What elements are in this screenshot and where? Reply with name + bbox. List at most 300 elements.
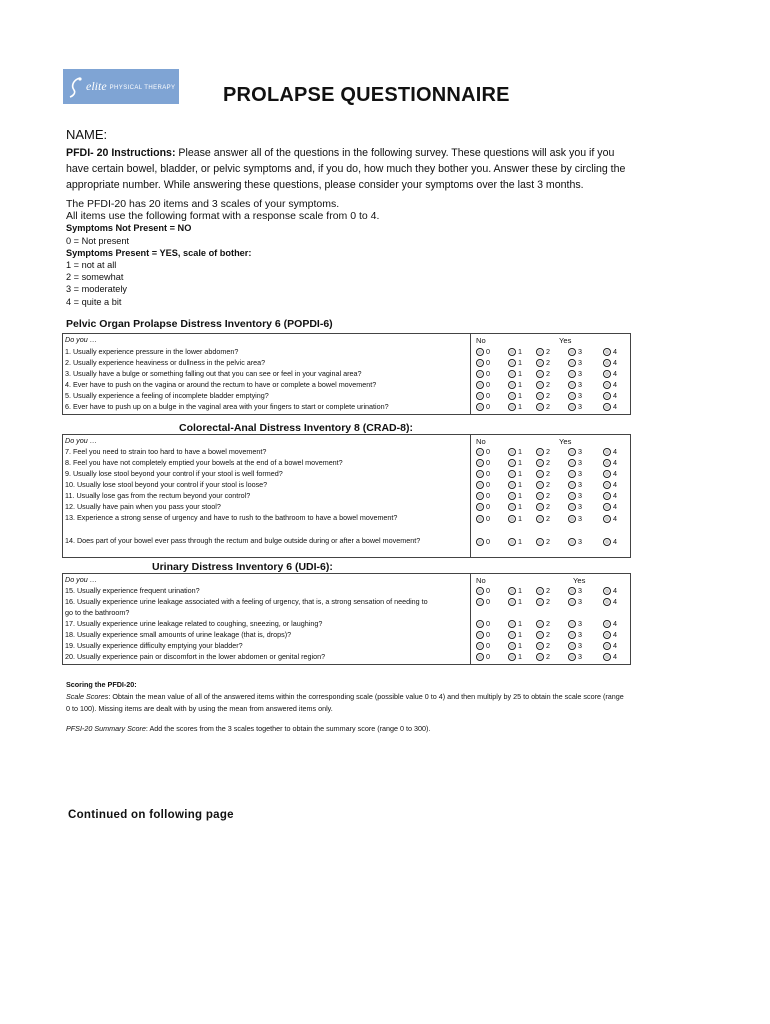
radio-circle-icon[interactable] xyxy=(476,392,484,400)
radio-circle-icon[interactable] xyxy=(568,492,576,500)
answer-q16-option-4[interactable] xyxy=(603,597,633,607)
answer-q6-option-4[interactable] xyxy=(603,402,633,412)
answer-q3-option-4[interactable] xyxy=(603,369,633,379)
answer-q8-option-4[interactable] xyxy=(603,458,633,468)
radio-circle-icon[interactable] xyxy=(536,653,544,661)
option-label: 4 xyxy=(613,491,617,500)
answer-q3-option-2[interactable] xyxy=(536,369,566,379)
do-you-label: Do you … xyxy=(65,575,97,584)
answer-q13-option-0[interactable] xyxy=(476,514,506,524)
section-title-crad: Colorectal-Anal Distress Inventory 8 (CRAD-8): xyxy=(179,422,413,434)
radio-circle-icon[interactable] xyxy=(476,359,484,367)
answer-q11-option-4[interactable] xyxy=(603,491,633,501)
radio-circle-icon[interactable] xyxy=(476,448,484,456)
radio-circle-icon[interactable] xyxy=(568,598,576,606)
answer-options-q18 xyxy=(63,630,632,640)
radio-circle-icon[interactable] xyxy=(568,481,576,489)
answer-q5-option-0[interactable] xyxy=(476,391,506,401)
answer-q20-option-3[interactable] xyxy=(568,652,598,662)
level-3: 3 = moderately xyxy=(66,284,128,295)
option-label: 3 xyxy=(578,391,582,400)
radio-circle-icon[interactable] xyxy=(603,470,611,478)
radio-circle-icon[interactable] xyxy=(476,370,484,378)
option-label: 1 xyxy=(518,537,522,546)
radio-circle-icon[interactable] xyxy=(568,503,576,511)
option-label: 0 xyxy=(486,391,490,400)
answer-q7-option-0[interactable] xyxy=(476,447,506,457)
radio-circle-icon[interactable] xyxy=(568,653,576,661)
radio-circle-icon[interactable] xyxy=(476,515,484,523)
radio-circle-icon[interactable] xyxy=(476,459,484,467)
question-7: 7. Feel you need to strain too hard to have a bowel movement? xyxy=(65,447,267,456)
answer-q5-option-4[interactable] xyxy=(603,391,633,401)
option-label: 0 xyxy=(486,369,490,378)
answer-q4-option-2[interactable] xyxy=(536,380,566,390)
radio-circle-icon[interactable] xyxy=(508,448,516,456)
answer-q9-option-0[interactable] xyxy=(476,469,506,479)
answer-q18-option-4[interactable] xyxy=(603,630,633,640)
radio-circle-icon[interactable] xyxy=(508,620,516,628)
option-label: 2 xyxy=(546,391,550,400)
radio-circle-icon[interactable] xyxy=(476,381,484,389)
radio-circle-icon[interactable] xyxy=(508,492,516,500)
radio-circle-icon[interactable] xyxy=(476,492,484,500)
option-label: 4 xyxy=(613,402,617,411)
col-yes: Yes xyxy=(573,576,586,585)
answer-q12-option-4[interactable] xyxy=(603,502,633,512)
answer-q16-option-3[interactable] xyxy=(568,597,598,607)
answer-q1-option-1[interactable] xyxy=(508,347,538,357)
name-label: NAME: xyxy=(66,127,108,142)
answer-q15-option-3[interactable] xyxy=(568,586,598,596)
answer-q19-option-4[interactable] xyxy=(603,641,633,651)
radio-circle-icon[interactable] xyxy=(476,620,484,628)
radio-circle-icon[interactable] xyxy=(568,392,576,400)
answer-q2-option-4[interactable] xyxy=(603,358,633,368)
answer-q14-option-1[interactable] xyxy=(508,537,538,547)
option-label: 4 xyxy=(613,597,617,606)
option-label: 0 xyxy=(486,619,490,628)
radio-circle-icon[interactable] xyxy=(568,370,576,378)
answer-q19-option-1[interactable] xyxy=(508,641,538,651)
answer-q13-option-2[interactable] xyxy=(536,514,566,524)
radio-circle-icon[interactable] xyxy=(536,370,544,378)
scale-scores-text: : Obtain the mean value of all of the answered items within the corresponding scale (possible value 0 to 4) and then multiply by 25 to obtain the scale score (range 0 to 100). Missing items are dealt with by using the mean from answered items only. xyxy=(66,692,624,714)
answer-q13-option-3[interactable] xyxy=(568,514,598,524)
question-11: 11. Usually lose gas from the rectum beyond your control? xyxy=(65,491,251,500)
radio-circle-icon[interactable] xyxy=(603,348,611,356)
answer-q20-option-0[interactable] xyxy=(476,652,506,662)
option-label: 0 xyxy=(486,502,490,511)
present-heading: Symptoms Present = YES, scale of bother: xyxy=(66,247,252,258)
radio-circle-icon[interactable] xyxy=(603,503,611,511)
answer-q2-option-0[interactable] xyxy=(476,358,506,368)
radio-circle-icon[interactable] xyxy=(603,587,611,595)
answer-q11-option-0[interactable] xyxy=(476,491,506,501)
radio-circle-icon[interactable] xyxy=(603,403,611,411)
answer-q12-option-3[interactable] xyxy=(568,502,598,512)
scoring-heading: Scoring the PFDI-20: xyxy=(66,680,137,689)
answer-q15-option-4[interactable] xyxy=(603,586,633,596)
option-label: 4 xyxy=(613,641,617,650)
option-label: 4 xyxy=(613,652,617,661)
radio-circle-icon[interactable] xyxy=(536,348,544,356)
answer-q16-option-0[interactable] xyxy=(476,597,506,607)
radio-circle-icon[interactable] xyxy=(603,515,611,523)
not-present-heading: Symptoms Not Present = NO xyxy=(66,223,192,234)
radio-circle-icon[interactable] xyxy=(568,642,576,650)
option-label: 1 xyxy=(518,402,522,411)
answer-q5-option-2[interactable] xyxy=(536,391,566,401)
radio-circle-icon[interactable] xyxy=(476,481,484,489)
do-you-label: Do you … xyxy=(65,335,97,344)
instructions xyxy=(66,145,636,193)
answer-q3-option-3[interactable] xyxy=(568,369,598,379)
answer-q8-option-2[interactable] xyxy=(536,458,566,468)
radio-circle-icon[interactable] xyxy=(603,448,611,456)
answer-q2-option-3[interactable] xyxy=(568,358,598,368)
radio-circle-icon[interactable] xyxy=(536,631,544,639)
answer-q14-option-3[interactable] xyxy=(568,537,598,547)
radio-circle-icon[interactable] xyxy=(603,492,611,500)
answer-q10-option-1[interactable] xyxy=(508,480,538,490)
option-label: 0 xyxy=(486,469,490,478)
option-label: 2 xyxy=(546,586,550,595)
radio-circle-icon[interactable] xyxy=(536,459,544,467)
option-label: 2 xyxy=(546,641,550,650)
radio-circle-icon[interactable] xyxy=(508,481,516,489)
radio-circle-icon[interactable] xyxy=(508,348,516,356)
answer-q6-option-1[interactable] xyxy=(508,402,538,412)
answer-q17-option-4[interactable] xyxy=(603,619,633,629)
col-no: No xyxy=(476,437,486,446)
option-label: 2 xyxy=(546,369,550,378)
answer-options-q20 xyxy=(63,652,632,662)
col-no: No xyxy=(476,336,486,345)
option-label: 1 xyxy=(518,641,522,650)
answer-q1-option-4[interactable] xyxy=(603,347,633,357)
option-label: 1 xyxy=(518,469,522,478)
radio-circle-icon[interactable] xyxy=(568,448,576,456)
radio-circle-icon[interactable] xyxy=(536,381,544,389)
question-10: 10. Usually lose stool beyond your control if your stool is loose? xyxy=(65,480,268,489)
answer-q9-option-4[interactable] xyxy=(603,469,633,479)
radio-circle-icon[interactable] xyxy=(476,642,484,650)
radio-circle-icon[interactable] xyxy=(476,587,484,595)
radio-circle-icon[interactable] xyxy=(536,492,544,500)
radio-circle-icon[interactable] xyxy=(536,538,544,546)
option-label: 1 xyxy=(518,458,522,467)
answer-q5-option-1[interactable] xyxy=(508,391,538,401)
option-label: 4 xyxy=(613,391,617,400)
radio-circle-icon[interactable] xyxy=(476,598,484,606)
radio-circle-icon[interactable] xyxy=(508,459,516,467)
logo xyxy=(63,69,179,104)
option-label: 0 xyxy=(486,402,490,411)
question-17: 17. Usually experience urine leakage related to coughing, sneezing, or laughing? xyxy=(65,619,323,628)
radio-circle-icon[interactable] xyxy=(568,348,576,356)
option-label: 3 xyxy=(578,537,582,546)
answer-q17-option-1[interactable] xyxy=(508,619,538,629)
radio-circle-icon[interactable] xyxy=(508,470,516,478)
answer-q2-option-1[interactable] xyxy=(508,358,538,368)
radio-circle-icon[interactable] xyxy=(568,359,576,367)
radio-circle-icon[interactable] xyxy=(603,481,611,489)
radio-circle-icon[interactable] xyxy=(568,515,576,523)
answer-q6-option-0[interactable] xyxy=(476,402,506,412)
option-label: 2 xyxy=(546,652,550,661)
radio-circle-icon[interactable] xyxy=(476,538,484,546)
answer-q12-option-2[interactable] xyxy=(536,502,566,512)
answer-q8-option-1[interactable] xyxy=(508,458,538,468)
answer-q4-option-4[interactable] xyxy=(603,380,633,390)
answer-q8-option-0[interactable] xyxy=(476,458,506,468)
do-you-label: Do you … xyxy=(65,436,97,445)
answer-q7-option-4[interactable] xyxy=(603,447,633,457)
radio-circle-icon[interactable] xyxy=(568,470,576,478)
radio-circle-icon[interactable] xyxy=(508,598,516,606)
answer-q11-option-3[interactable] xyxy=(568,491,598,501)
answer-q1-option-0[interactable] xyxy=(476,347,506,357)
summary-score-label: PFSI-20 Summary Score xyxy=(66,724,146,733)
instructions-text: Please answer all of the questions in the following survey. These questions will ask you if you have certain bowel, bladder, or pelvic symptoms and, if you do, how much they bother you. Answer these by circling the appropriate number. While answering these questions, please consider your symptoms over the last 3 months. xyxy=(66,147,626,191)
option-label: 2 xyxy=(546,514,550,523)
answer-q4-option-1[interactable] xyxy=(508,380,538,390)
answer-q11-option-1[interactable] xyxy=(508,491,538,501)
scoring-section xyxy=(66,679,626,716)
question-16: 16. Usually experience urine leakage associated with a feeling of urgency, that is, a strong sensation of needing to go to the bathroom? xyxy=(65,597,428,617)
summary-score xyxy=(66,724,430,733)
summary-score-text: : Add the scores from the 3 scales together to obtain the summary score (range 0 to 300). xyxy=(145,724,431,733)
option-label: 2 xyxy=(546,380,550,389)
radio-circle-icon[interactable] xyxy=(536,470,544,478)
answer-q13-option-1[interactable] xyxy=(508,514,538,524)
radio-circle-icon[interactable] xyxy=(508,515,516,523)
answer-q15-option-1[interactable] xyxy=(508,586,538,596)
radio-circle-icon[interactable] xyxy=(536,598,544,606)
option-label: 1 xyxy=(518,652,522,661)
radio-circle-icon[interactable] xyxy=(508,538,516,546)
option-label: 1 xyxy=(518,347,522,356)
question-13: 13. Experience a strong sense of urgency and have to rush to the bathroom to have a bowel movement? xyxy=(65,513,398,522)
answer-q14-option-0[interactable] xyxy=(476,537,506,547)
option-label: 3 xyxy=(578,597,582,606)
answer-q19-option-3[interactable] xyxy=(568,641,598,651)
answer-q16-option-1[interactable] xyxy=(508,597,538,607)
radio-circle-icon[interactable] xyxy=(568,631,576,639)
answer-q18-option-0[interactable] xyxy=(476,630,506,640)
option-label: 1 xyxy=(518,491,522,500)
answer-q9-option-2[interactable] xyxy=(536,469,566,479)
radio-circle-icon[interactable] xyxy=(603,381,611,389)
answer-q15-option-0[interactable] xyxy=(476,586,506,596)
radio-circle-icon[interactable] xyxy=(508,631,516,639)
radio-circle-icon[interactable] xyxy=(508,653,516,661)
radio-circle-icon[interactable] xyxy=(603,538,611,546)
answer-q10-option-3[interactable] xyxy=(568,480,598,490)
scale-info-line2: All items use the following format with a response scale from 0 to 4. xyxy=(66,210,380,223)
radio-circle-icon[interactable] xyxy=(476,631,484,639)
radio-circle-icon[interactable] xyxy=(568,403,576,411)
answer-q18-option-1[interactable] xyxy=(508,630,538,640)
radio-circle-icon[interactable] xyxy=(536,620,544,628)
answer-q7-option-3[interactable] xyxy=(568,447,598,457)
radio-circle-icon[interactable] xyxy=(536,392,544,400)
radio-circle-icon[interactable] xyxy=(603,370,611,378)
answer-q17-option-0[interactable] xyxy=(476,619,506,629)
option-label: 4 xyxy=(613,480,617,489)
answer-q1-option-2[interactable] xyxy=(536,347,566,357)
answer-q4-option-3[interactable] xyxy=(568,380,598,390)
answer-q10-option-4[interactable] xyxy=(603,480,633,490)
question-12: 12. Usually have pain when you pass your stool? xyxy=(65,502,221,511)
option-label: 1 xyxy=(518,480,522,489)
option-label: 1 xyxy=(518,391,522,400)
radio-circle-icon[interactable] xyxy=(603,598,611,606)
answer-q7-option-1[interactable] xyxy=(508,447,538,457)
answer-options-q19 xyxy=(63,641,632,651)
option-label: 3 xyxy=(578,380,582,389)
option-label: 2 xyxy=(546,491,550,500)
option-label: 4 xyxy=(613,447,617,456)
option-label: 0 xyxy=(486,586,490,595)
answer-options-q8 xyxy=(63,458,632,468)
answer-options-q7 xyxy=(63,447,632,457)
radio-circle-icon[interactable] xyxy=(508,503,516,511)
answer-q2-option-2[interactable] xyxy=(536,358,566,368)
answer-q18-option-2[interactable] xyxy=(536,630,566,640)
option-label: 1 xyxy=(518,380,522,389)
radio-circle-icon[interactable] xyxy=(603,642,611,650)
radio-circle-icon[interactable] xyxy=(603,392,611,400)
answer-q3-option-0[interactable] xyxy=(476,369,506,379)
answer-q20-option-4[interactable] xyxy=(603,652,633,662)
option-label: 1 xyxy=(518,597,522,606)
continued-note: Continued on following page xyxy=(68,809,234,821)
answer-q4-option-0[interactable] xyxy=(476,380,506,390)
answer-options-q14 xyxy=(63,537,632,547)
question-4: 4. Ever have to push on the vagina or around the rectum to have or complete a bowel movement? xyxy=(65,380,377,389)
questions-table-udi xyxy=(62,573,631,665)
option-label: 1 xyxy=(518,369,522,378)
answer-q16-option-2[interactable] xyxy=(536,597,566,607)
radio-circle-icon[interactable] xyxy=(476,503,484,511)
answer-q20-option-2[interactable] xyxy=(536,652,566,662)
radio-circle-icon[interactable] xyxy=(508,359,516,367)
radio-circle-icon[interactable] xyxy=(568,587,576,595)
answer-q19-option-2[interactable] xyxy=(536,641,566,651)
question-9: 9. Usually lose stool beyond your control if your stool is well formed? xyxy=(65,469,283,478)
section-title-udi: Urinary Distress Inventory 6 (UDI-6): xyxy=(152,561,333,573)
option-label: 3 xyxy=(578,447,582,456)
radio-circle-icon[interactable] xyxy=(476,470,484,478)
radio-circle-icon[interactable] xyxy=(508,403,516,411)
page-title: PROLAPSE QUESTIONNAIRE xyxy=(223,84,510,106)
answer-q20-option-1[interactable] xyxy=(508,652,538,662)
radio-circle-icon[interactable] xyxy=(568,381,576,389)
answer-q10-option-2[interactable] xyxy=(536,480,566,490)
answer-options-q16 xyxy=(63,597,632,607)
radio-circle-icon[interactable] xyxy=(536,503,544,511)
answer-q9-option-3[interactable] xyxy=(568,469,598,479)
answer-q14-option-4[interactable] xyxy=(603,537,633,547)
option-label: 1 xyxy=(518,586,522,595)
questions-table-popdi xyxy=(62,333,631,415)
option-label: 2 xyxy=(546,347,550,356)
answer-q7-option-2[interactable] xyxy=(536,447,566,457)
radio-circle-icon[interactable] xyxy=(508,392,516,400)
radio-circle-icon[interactable] xyxy=(536,481,544,489)
radio-circle-icon[interactable] xyxy=(476,653,484,661)
answer-q9-option-1[interactable] xyxy=(508,469,538,479)
answer-options-q15 xyxy=(63,586,632,596)
answer-options-q9 xyxy=(63,469,632,479)
radio-circle-icon[interactable] xyxy=(536,359,544,367)
answer-q10-option-0[interactable] xyxy=(476,480,506,490)
radio-circle-icon[interactable] xyxy=(568,620,576,628)
answer-options-q11 xyxy=(63,491,632,501)
radio-circle-icon[interactable] xyxy=(536,515,544,523)
answer-q5-option-3[interactable] xyxy=(568,391,598,401)
answer-q17-option-3[interactable] xyxy=(568,619,598,629)
radio-circle-icon[interactable] xyxy=(536,403,544,411)
radio-circle-icon[interactable] xyxy=(603,631,611,639)
radio-circle-icon[interactable] xyxy=(568,538,576,546)
logo-subtitle: PHYSICAL THERAPY xyxy=(109,85,176,91)
col-no: No xyxy=(476,576,486,585)
answer-q11-option-2[interactable] xyxy=(536,491,566,501)
radio-circle-icon[interactable] xyxy=(536,587,544,595)
radio-circle-icon[interactable] xyxy=(536,642,544,650)
answer-q3-option-1[interactable] xyxy=(508,369,538,379)
option-label: 0 xyxy=(486,641,490,650)
questions-table-crad xyxy=(62,434,631,558)
radio-circle-icon[interactable] xyxy=(476,348,484,356)
answer-q14-option-2[interactable] xyxy=(536,537,566,547)
answer-q19-option-0[interactable] xyxy=(476,641,506,651)
radio-circle-icon[interactable] xyxy=(508,642,516,650)
radio-circle-icon[interactable] xyxy=(536,448,544,456)
answer-q6-option-3[interactable] xyxy=(568,402,598,412)
radio-circle-icon[interactable] xyxy=(568,459,576,467)
radio-circle-icon[interactable] xyxy=(603,620,611,628)
option-label: 2 xyxy=(546,402,550,411)
answer-q6-option-2[interactable] xyxy=(536,402,566,412)
radio-circle-icon[interactable] xyxy=(508,587,516,595)
question-1: 1. Usually experience pressure in the lower abdomen? xyxy=(65,347,239,356)
answer-options-q13 xyxy=(63,514,632,524)
answer-options-q2 xyxy=(63,358,632,368)
answer-q13-option-4[interactable] xyxy=(603,514,633,524)
radio-circle-icon[interactable] xyxy=(476,403,484,411)
option-label: 0 xyxy=(486,630,490,639)
radio-circle-icon[interactable] xyxy=(603,653,611,661)
answer-q1-option-3[interactable] xyxy=(568,347,598,357)
radio-circle-icon[interactable] xyxy=(508,370,516,378)
radio-circle-icon[interactable] xyxy=(603,359,611,367)
answer-q15-option-2[interactable] xyxy=(536,586,566,596)
answer-q17-option-2[interactable] xyxy=(536,619,566,629)
answer-q12-option-0[interactable] xyxy=(476,502,506,512)
answer-q8-option-3[interactable] xyxy=(568,458,598,468)
option-label: 4 xyxy=(613,358,617,367)
radio-circle-icon[interactable] xyxy=(508,381,516,389)
answer-q12-option-1[interactable] xyxy=(508,502,538,512)
answer-q18-option-3[interactable] xyxy=(568,630,598,640)
radio-circle-icon[interactable] xyxy=(603,459,611,467)
option-label: 2 xyxy=(546,458,550,467)
option-label: 1 xyxy=(518,619,522,628)
